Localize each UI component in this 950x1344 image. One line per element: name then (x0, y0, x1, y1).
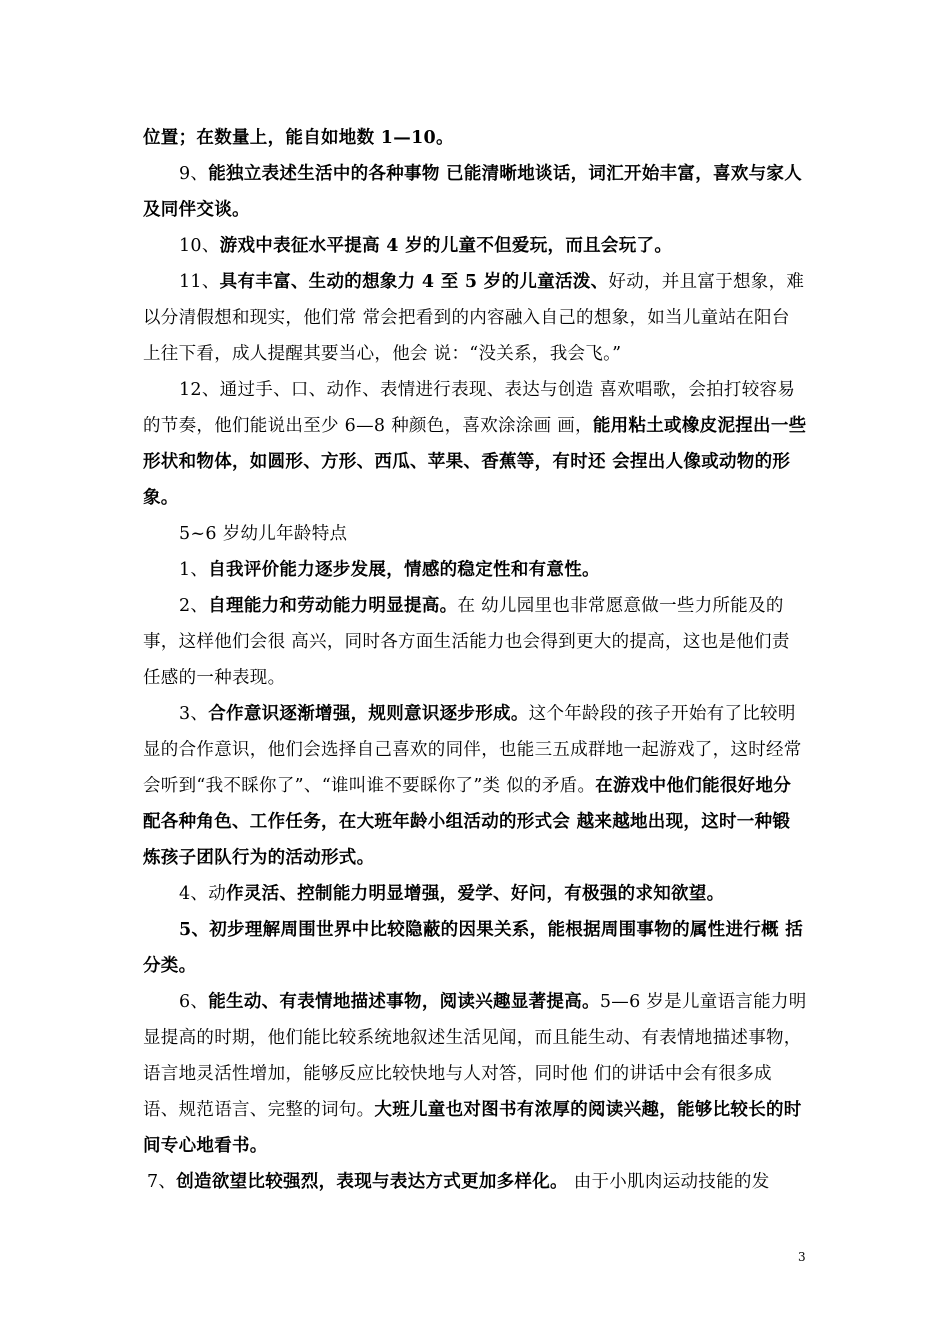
bold-text-run: 5、初步理解周围世界中比较隐蔽的因果关系，能根据周围事物的属性进行概 括分类。 (143, 920, 804, 976)
bold-text-run: 游戏中表征水平提高 4 岁的儿童不但爱玩，而且会玩了。 (219, 236, 673, 256)
bold-text-run: 自理能力和劳动能力明显提高。 (208, 596, 458, 616)
text-run: 10、 (179, 236, 220, 256)
bold-text-run: 合作意识逐渐增强，规则意识逐步形成。 (208, 704, 529, 724)
paragraph-item-3 (143, 696, 807, 876)
paragraph-item-12 (143, 372, 807, 516)
text-run: 12、通过手、口、动作、表情进行表现、表达与创造 喜欢唱歌，会拍打较容易的节奏，他们能说出至少 6—8 种颜色，喜欢涂涂画 画， (143, 380, 796, 436)
bold-text-run: 在游戏中他们能很好地分配各种角色、工作任务，在大班年龄小组活动的形式会 越来越地出现，这时一种锻炼孩子团队行为的活动形式。 (143, 776, 792, 868)
bold-text-run: 创造欲望比较强烈，表现与表达方式更加多样化。 (176, 1172, 568, 1192)
text-run: 7、 (147, 1172, 177, 1192)
text-run: 9、 (179, 164, 209, 184)
paragraph-item-9 (143, 156, 807, 228)
bold-text-run: 能生动、有表情地描述事物，阅读兴趣显著提高。 (208, 992, 600, 1012)
text-run: 5—6 岁是儿童语言能力明显提高的时期，他们能比较系统地叙述生活见闻，而且能生动、有表情地描述事物，语言地灵活性增加，能够反应比较快地与人对答，同时他 们的讲话中会有很多成语、规范语言、完整的词句。 (143, 992, 807, 1120)
text-run: 好动，并且富于想象，难以分清假想和现实，他们常 常会把看到的内容融入自己的想象，如当儿童站在阳台上往下看，成人提醒其要当心，他会 说：“没关系，我会飞。” (143, 272, 805, 364)
paragraph-item-2 (143, 588, 807, 696)
bold-text-run: 能独立表述生活中的各种事物 已能清晰地谈话，词汇开始丰富，喜欢与家人及同伴交谈。 (143, 164, 803, 220)
paragraph-item-7 (147, 1164, 807, 1200)
paragraph-counting (143, 120, 807, 156)
text-run: 5~6 岁幼儿年龄特点 (179, 524, 348, 544)
text-run: 3、 (179, 704, 209, 724)
paragraph-item-1 (143, 552, 807, 588)
text-run: 在 幼儿园里也非常愿意做一些力所能及的事，这样他们会很 高兴，同时各方面生活能力也会得到更大的提高，这也是他们责任感的一种表现。 (143, 596, 790, 688)
text-run: 2、 (179, 596, 209, 616)
text-run: 由于小肌肉运动技能的发 (567, 1172, 770, 1192)
text-run: 6、 (179, 992, 209, 1012)
bold-text-run: 能用粘土或橡皮泥捏出一些形状和物体，如圆形、方形、西瓜、苹果、香蕉等，有时还 会捏出人像或动物的形象。 (143, 416, 807, 508)
paragraph-item-10 (143, 228, 807, 264)
page-number: 3 (798, 1250, 806, 1264)
text-run: 4、动 (179, 884, 227, 904)
text-run: 11、 (179, 272, 220, 292)
bold-text-run: 自我评价能力逐步发展，情感的稳定性和有意性。 (208, 560, 600, 580)
paragraph-item-4 (143, 876, 807, 912)
paragraph-item-5 (143, 912, 807, 984)
bold-text-run: 位置；在数量上，能自如地数 1—10。 (143, 128, 454, 148)
paragraph-item-11 (143, 264, 807, 372)
section-heading-5-6-years (143, 516, 807, 552)
bold-text-run: 大班儿童也对图书有浓厚的阅读兴趣，能够比较长的时间专心地看书。 (143, 1100, 802, 1156)
bold-text-run: 作灵活、控制能力明显增强，爱学、好问，有极强的求知欲望。 (226, 884, 725, 904)
bold-text-run: 具有丰富、生动的想象力 4 至 5 岁的儿童活泼、 (219, 272, 609, 292)
text-run: 这个年龄段的孩子开始有了比较明显的合作意识，他们会选择自己喜欢的同伴，也能三五成群地一起游戏了，这时经常会听到“我不睬你了”、“谁叫谁不要睬你了”类 似的矛盾。 (143, 704, 802, 796)
paragraph-item-6 (143, 984, 807, 1164)
text-run: 1、 (179, 560, 209, 580)
